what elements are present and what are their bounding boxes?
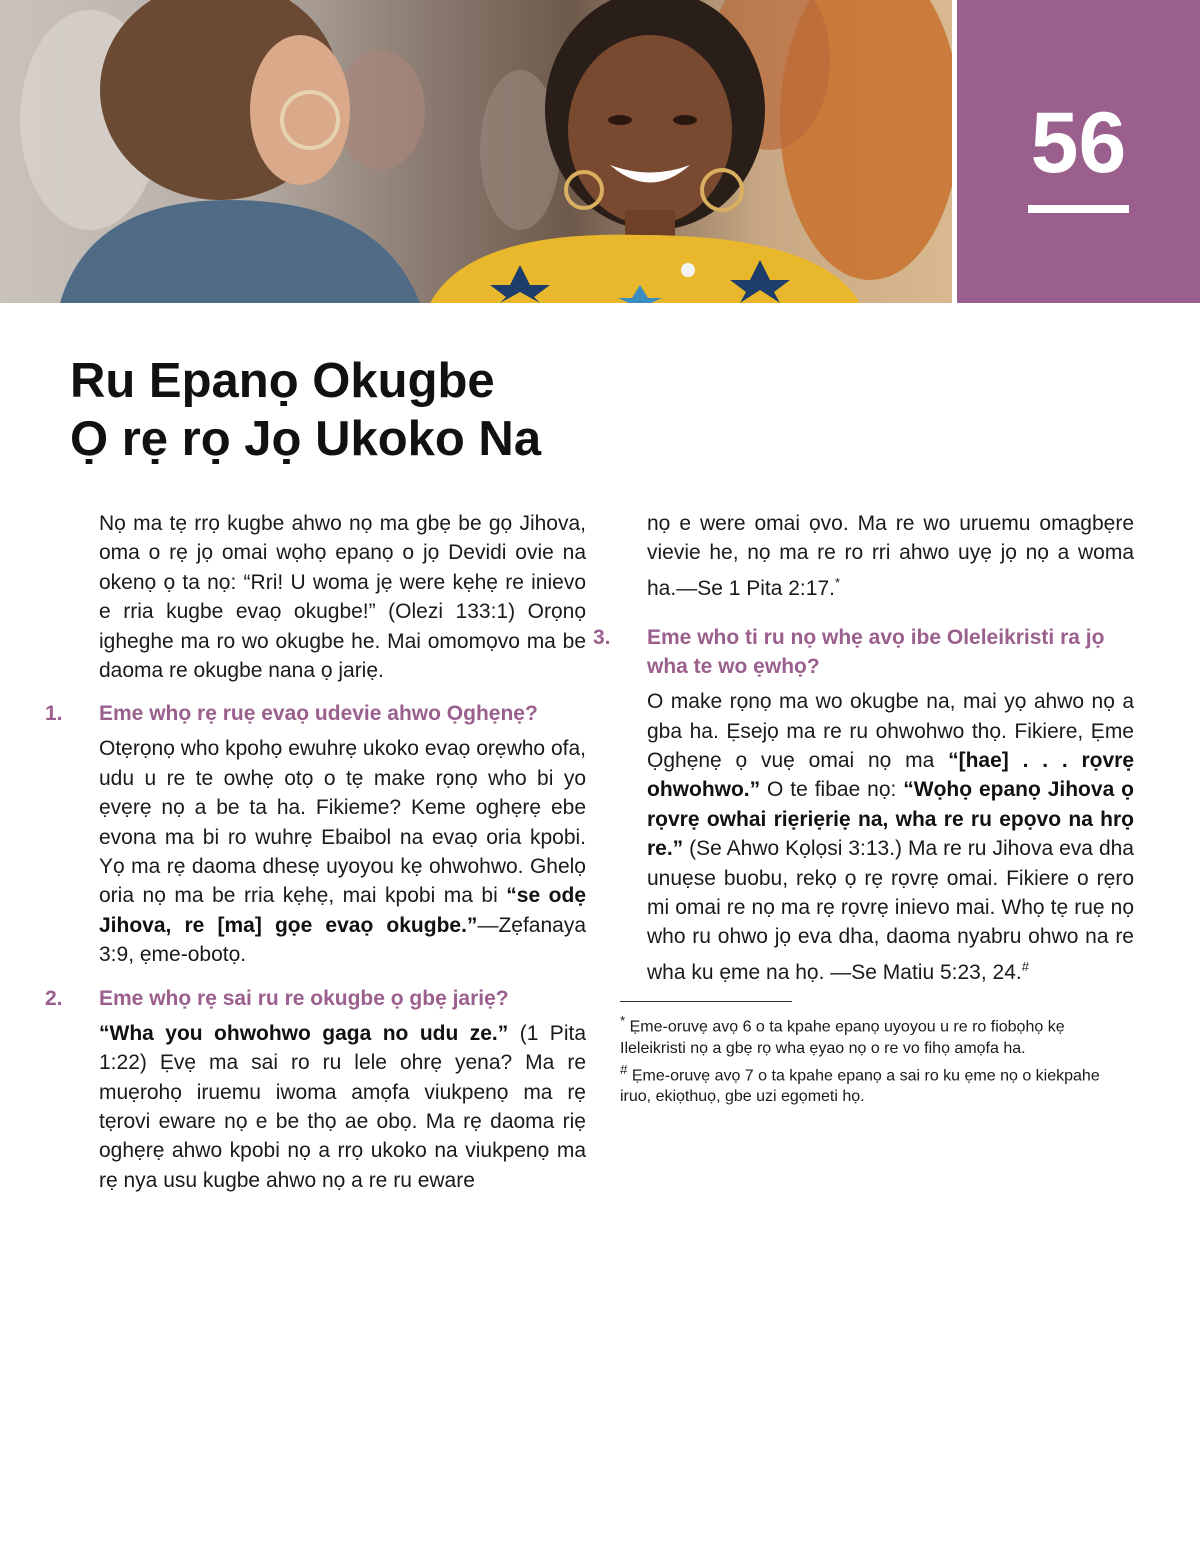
answer-3-text-c: (Se Ahwo Kọlọsi 3:13.) Ma re ru Jihova eva dha unuẹse buobu, rekọ ọ rẹ rọvrẹ omai. Fikiere o rẹro mi omai re nọ ma rẹ rọvrẹ inievo mai. Whọ tẹ ruẹ nọ who ru ohwo jọ eva dha, daoma nyabru ohwo na re wha ku ẹme na họ. —Se Matiu 5:23, 24. (647, 837, 1134, 984)
title-line-1: Ru Epanọ Okugbe (70, 354, 495, 408)
answer-1-text-a: Otẹrọnọ who kpohọ ewuhrẹ ukoko evaọ orẹwho ofa, udu u re te owhẹ otọ o tẹ make rọnọ who bi yo ẹvẹrẹ nọ a be ta ha. Fikieme? Keme oghẹrẹ ebe evona ma bi ro wuhrẹ Ebaibol na evaọ oria kpobi. Yọ ma rẹ daoma dhesẹ uyoyou kẹ ohwohwo. Ghelọ oria nọ ma be rria kẹhẹ, mai kpobi ma bi (99, 737, 586, 908)
answer-2-continuation (620, 509, 1134, 603)
answer-3-paragraph (620, 687, 1134, 987)
question-2 (45, 984, 586, 1013)
right-column (593, 509, 1135, 1107)
page-title (70, 352, 541, 468)
footnote-divider (620, 1001, 792, 1002)
question-2-text: Eme whọ rẹ sai ru re okugbe ọ gbẹ jariẹ? (99, 986, 509, 1010)
answer-2-text-left: (1 Pita 1:22) Ẹvẹ ma sai ro ru lele ohrẹ yena? Ma re muẹrohọ iruemu iwoma amọfa viukpenọ ma rẹ tẹrovi eware nọ e be thọ ae obọ. Ma rẹ daoma riẹ oghẹrẹ ahwo kpobi nọ a rrọ ukoko na viukpenọ ma rẹ nya usu kugbe ahwo nọ a re ru eware (99, 1021, 586, 1192)
title-line-2: Ọ rẹ rọ Jọ Ukoko Na (70, 412, 542, 466)
question-3-number: 3. (593, 626, 611, 650)
answer-1-bold-a: “se odẹ Jihova, re [ma] gọe evaọ okugbe.” (99, 884, 587, 937)
question-1-number: 1. (45, 702, 63, 726)
footnote-1-text: Ẹme-oruvẹ avọ 6 o ta kpahe epanọ uyoyou u re ro fiobọhọ kẹ Ileleikristi nọ a gbẹ rọ wha ẹyao nọ o re vo fihọ amọfa ha. (620, 1018, 1065, 1057)
footnote-1-mark: * (620, 1013, 626, 1029)
footnote-2 (620, 1059, 1134, 1107)
answer-2-bold-a: “Wha you ohwohwo gaga no udu ze.” (99, 1021, 509, 1045)
lesson-number-underline (1028, 205, 1129, 213)
answer-1-text-b: —Zẹfanaya 3:9, ẹme-obotọ. (99, 913, 586, 967)
footnote-1 (620, 1010, 1134, 1058)
question-2-number: 2. (45, 986, 63, 1010)
answer-3-bold-a: “[hae] . . . rọvrẹ ohwohwo.” (647, 749, 1135, 802)
footnote-ref-2[interactable]: # (1021, 958, 1029, 974)
answer-2-text-right: nọ e were omai ọvo. Ma re wo uruemu omagbẹre vievie he, nọ ma re ro rri ahwo uyẹ jọ nọ a woma ha.—Se 1 Pita 2:17. (647, 512, 1134, 600)
footnote-2-text: Ẹme-oruvẹ avọ 7 o ta kpahe epanọ a sai ro ku ẹme nọ o kiekpahe iruo, ekiọthuọ, gbe uzi egọmeti họ. (620, 1066, 1100, 1105)
left-column (45, 509, 587, 1195)
answer-3-bold-b: “Wọhọ epanọ Jihova ọ rọvrẹ owhai riẹriẹriẹ na, wha re ru epọvo na hrọ re.” (647, 778, 1134, 861)
footnote-ref-1[interactable]: * (834, 574, 841, 590)
header-photo (0, 0, 952, 303)
question-3-text: Eme who ti ru nọ whẹ avọ ibe Oleleikristi ra jọ wha te wo ẹwhọ? (647, 626, 1105, 679)
lesson-number-box (957, 0, 1200, 303)
answer-2-paragraph (72, 1019, 586, 1195)
question-1 (45, 699, 586, 728)
answer-3-text-b: O te fibae nọ: (760, 778, 904, 802)
question-1-text: Eme whọ rẹ ruẹ evaọ udevie ahwo Ọghẹnẹ? (99, 702, 538, 726)
answer-3-text-a: O make rọnọ ma wo okugbe na, mai yọ ahwo nọ a gba ha. Ẹsejọ ma re ru ohwohwo thọ. Fikiere, Ẹme Ọghẹnẹ ọ vuẹ omai nọ ma (647, 690, 1134, 773)
answer-1-paragraph (72, 734, 586, 969)
people-photo-illustration (0, 0, 952, 303)
intro-paragraph: Nọ ma tẹ rrọ kugbe ahwo nọ ma gbẹ be gọ Jihova, oma o rẹ jọ omai wọhọ epanọ o jọ Devidi ovie na okenọ ọ ta nọ: “Rri! U woma jẹ were kẹhẹ re inievo e rria kugbe evaọ okugbe!” (Olezi 133:1) Orọnọ igheghe ma ro wo okugbe he. Mai omomọvo ma be daoma re okugbe nana ọ jariẹ. (99, 512, 586, 683)
lesson-number: 56 (1030, 95, 1127, 191)
question-3 (593, 623, 1134, 681)
footnote-2-mark: # (620, 1061, 628, 1077)
